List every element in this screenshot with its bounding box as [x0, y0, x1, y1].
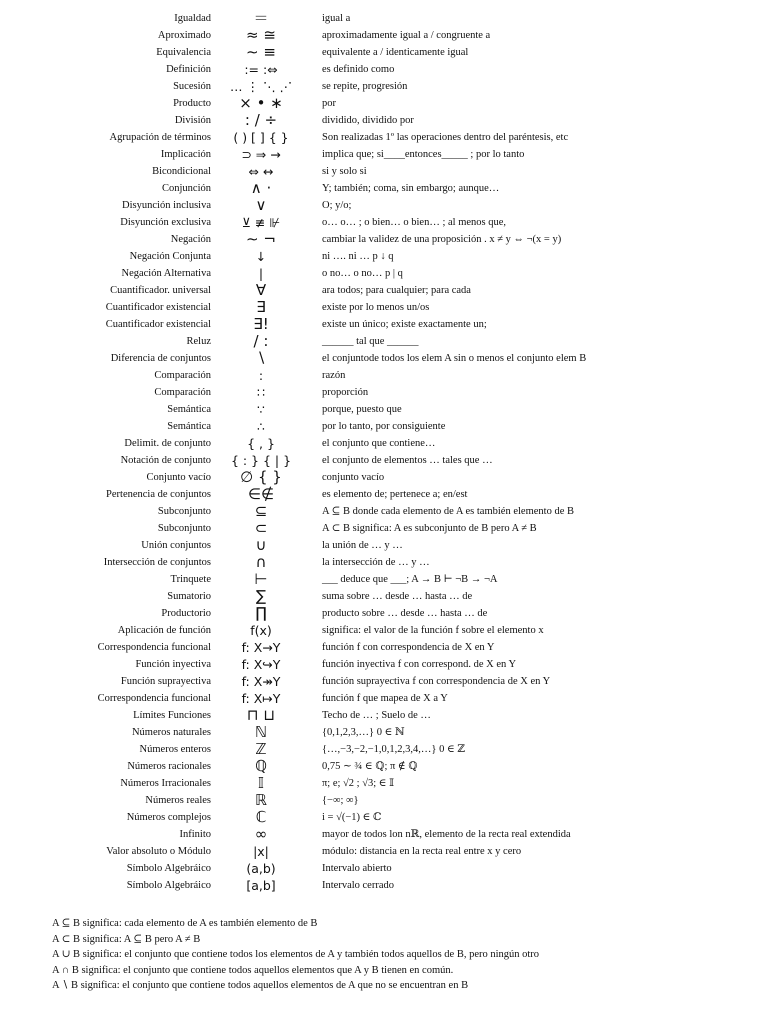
symbol-name: Igualdad: [174, 13, 211, 24]
symbol-name: Semántica: [167, 421, 211, 432]
symbol-row: [0, 469, 768, 486]
symbol-name: Agrupación de términos: [109, 132, 211, 143]
symbol-row: [0, 316, 768, 333]
symbol-row: [0, 384, 768, 401]
symbol-description: Intervalo abierto: [322, 863, 392, 874]
symbol-name: Conjunción: [162, 183, 211, 194]
symbol-name: Símbolo Algebráico: [126, 880, 211, 891]
symbol-row: [0, 129, 768, 146]
note-line: A ∪ B significa: el conjunto que contiene todos los elementos de A y también todos aquellos de B, pero ningún otro: [52, 949, 540, 960]
symbol-description: ara todos; para cualquier; para cada: [322, 285, 471, 296]
symbol-glyph: ℤ: [255, 740, 267, 758]
symbol-description: función f con correspondencia de X en Y: [322, 642, 495, 653]
symbol-glyph: ( ) [ ] { }: [233, 130, 289, 145]
symbol-glyph: ℂ: [255, 808, 267, 826]
symbol-description: 0,75 ∼ ¾ ∈ ℚ; π ∉ ℚ: [322, 761, 418, 772]
symbol-description: la intersección de … y …: [322, 557, 430, 568]
note-line: A ∖ B significa: el conjunto que contiene todos aquellos elementos de A que no se encuentran en B: [52, 980, 469, 991]
symbol-row: [0, 503, 768, 520]
symbol-glyph: : / ÷: [244, 111, 278, 129]
symbol-name: Números racionales: [127, 761, 211, 772]
symbol-row: [0, 826, 768, 843]
symbol-glyph: ∏: [255, 604, 267, 622]
symbol-row: [0, 605, 768, 622]
symbol-row: [0, 418, 768, 435]
symbol-row: [0, 486, 768, 503]
note-line: A ⊆ B significa: cada elemento de A es también elemento de B: [52, 918, 318, 929]
symbol-glyph: ℕ: [254, 723, 267, 741]
symbol-row: [0, 78, 768, 95]
symbol-description: igual a: [322, 13, 351, 24]
symbol-name: Comparación: [154, 370, 211, 381]
symbol-row: [0, 367, 768, 384]
symbol-row: [0, 299, 768, 316]
symbol-description: función f que mapea de X a Y: [322, 693, 448, 704]
symbol-row: [0, 112, 768, 129]
symbol-row: [0, 10, 768, 27]
symbol-name: Definición: [166, 64, 211, 75]
symbol-glyph: 𝕀: [258, 774, 264, 792]
symbol-row: [0, 622, 768, 639]
symbol-description: es definido como: [322, 64, 395, 75]
symbol-description: dividido, dividido por: [322, 115, 414, 126]
symbol-name: Disyunción inclusiva: [122, 200, 211, 211]
symbol-description: el conjunto que contiene…: [322, 438, 436, 449]
symbol-name: Productorio: [161, 608, 211, 619]
symbol-name: Equivalencia: [156, 47, 211, 58]
symbol-description: O; y/o;: [322, 200, 352, 211]
symbol-name: Función suprayectiva: [120, 676, 211, 687]
symbol-name: Sumatorio: [167, 591, 211, 602]
symbol-description: existe un único; existe exactamente un;: [322, 319, 487, 330]
symbol-row: [0, 401, 768, 418]
symbol-glyph: ∼ ≡: [246, 43, 276, 61]
symbol-name: Comparación: [154, 387, 211, 398]
symbol-glyph: ∃: [256, 298, 266, 316]
symbol-description: {0,1,2,3,…} 0 ∈ ℕ: [322, 727, 405, 738]
symbol-name: Números Irracionales: [120, 778, 211, 789]
symbol-description: existe por lo menos un/os: [322, 302, 430, 313]
symbol-description: módulo: distancia en la recta real entre x y cero: [322, 846, 522, 857]
symbol-glyph: ⊆: [254, 502, 268, 520]
symbol-description: implica que; si____entonces_____ ; por lo tanto: [322, 149, 525, 160]
symbol-name: Bicondicional: [152, 166, 211, 177]
symbols-table: [0, 10, 768, 894]
symbol-glyph: { : } { | }: [230, 453, 292, 468]
symbol-name: Correspondencia funcional: [97, 642, 211, 653]
symbol-row: [0, 554, 768, 571]
symbol-description: suma sobre … desde … hasta … de: [322, 591, 473, 602]
symbol-name: Números naturales: [131, 727, 211, 738]
symbol-name: Disyunción exclusiva: [120, 217, 211, 228]
symbol-name: Números enteros: [139, 744, 211, 755]
symbol-glyph: ℝ: [255, 791, 267, 809]
symbol-glyph: ∖: [256, 349, 266, 367]
symbol-glyph: ℚ: [255, 757, 267, 775]
symbol-description: Son realizadas 1º las operaciones dentro del paréntesis, etc: [322, 132, 569, 143]
symbol-glyph: ∼ ¬: [246, 230, 276, 248]
symbol-name: Conjunto vacío: [146, 472, 211, 483]
symbol-glyph: ∨: [255, 196, 267, 214]
symbol-name: Negación: [170, 234, 211, 245]
symbol-description: π; e; √2 ; √3; ∈ 𝕀: [322, 778, 395, 789]
symbol-row: [0, 27, 768, 44]
symbol-row: [0, 95, 768, 112]
symbol-glyph: := :⇔: [244, 62, 278, 77]
symbol-row: [0, 656, 768, 673]
symbol-description: equivalente a / identicamente igual: [322, 47, 469, 58]
symbol-glyph: (a,b): [246, 861, 276, 876]
symbol-name: Números reales: [145, 795, 211, 806]
symbol-name: Subconjunto: [157, 523, 211, 534]
symbol-name: Cuantificador. universal: [110, 285, 211, 296]
note-line: A ∩ B significa: el conjunto que contiene todos aquellos elementos que A y B tienen en común.: [52, 964, 454, 976]
symbol-description: A ⊂ B significa: A es subconjunto de B pero A ≠ B: [322, 523, 537, 534]
symbol-name: Subconjunto: [157, 506, 211, 517]
symbol-description: o no… o no… p | q: [322, 268, 403, 279]
symbol-name: Cuantificador existencial: [105, 302, 211, 313]
symbol-glyph: |: [258, 266, 264, 281]
symbol-row: [0, 248, 768, 265]
symbol-description: producto sobre … desde … hasta … de: [322, 608, 488, 619]
symbol-description: ___ deduce que ___; A → B ⊢ ¬B → ¬A: [322, 574, 498, 585]
symbol-description: cambiar la validez de una proposición . x ≠ y ⇔ ¬(x = y): [322, 234, 562, 245]
symbol-description: la unión de … y …: [322, 540, 403, 551]
symbol-glyph: ＝: [253, 9, 269, 27]
symbol-glyph: f: X↠Y: [241, 674, 281, 689]
symbol-row: [0, 792, 768, 809]
symbol-description: aproximadamente igual a / congruente a: [322, 30, 491, 41]
symbol-glyph: ∪: [255, 536, 267, 554]
symbol-name: Aproximado: [157, 30, 211, 41]
symbol-name: Símbolo Algebráico: [126, 863, 211, 874]
symbol-row: [0, 197, 768, 214]
symbol-name: Trinquete: [170, 574, 211, 585]
symbol-description: Intervalo cerrado: [322, 880, 394, 891]
symbol-name: Negación Conjunta: [129, 251, 211, 262]
symbol-glyph: … ⋮ ⋱ ⋰: [230, 79, 292, 94]
symbol-name: Infinito: [179, 829, 211, 840]
symbol-description: por: [322, 98, 336, 109]
symbol-glyph: ∀: [255, 281, 267, 299]
symbol-name: Unión conjuntos: [141, 540, 211, 551]
symbol-glyph: ⊻ ≢ ⊮: [241, 215, 281, 230]
symbol-description: proporción: [322, 387, 369, 398]
symbol-row: [0, 146, 768, 163]
symbol-name: Notación de conjunto: [120, 455, 211, 466]
symbol-name: Números complejos: [126, 812, 211, 823]
symbol-row: [0, 435, 768, 452]
symbol-name: Semántica: [167, 404, 211, 415]
symbol-description: el conjunto de elementos … tales que …: [322, 455, 493, 466]
symbol-glyph: |x|: [253, 844, 269, 859]
symbol-glyph: ∑: [255, 587, 267, 605]
symbol-row: [0, 843, 768, 860]
symbol-row: [0, 571, 768, 588]
symbol-glyph: ⇔ ↔: [248, 164, 274, 179]
symbol-row: [0, 673, 768, 690]
symbol-glyph: ∵: [257, 402, 265, 417]
symbol-name: Negación Alternativa: [121, 268, 211, 279]
symbol-glyph: ∅ { }: [240, 468, 282, 486]
symbol-row: [0, 163, 768, 180]
symbol-description: i = √(−1) ∈ ℂ: [322, 812, 382, 823]
symbol-description: {…,−3,−2,−1,0,1,2,3,4,…} 0 ∈ ℤ: [322, 744, 466, 755]
symbol-glyph: ≈ ≅: [246, 26, 276, 44]
symbol-row: [0, 333, 768, 350]
symbol-glyph: ∈∉: [247, 485, 275, 503]
symbol-glyph: :: [258, 368, 264, 383]
symbol-glyph: ⊃ ⇒ →: [241, 147, 281, 162]
symbol-glyph: [a,b]: [246, 878, 276, 893]
symbol-description: por lo tanto, por consiguiente: [322, 421, 446, 432]
symbol-glyph: ⊓ ⊔: [246, 706, 276, 724]
symbol-description: porque, puesto que: [322, 404, 402, 415]
symbol-row: [0, 758, 768, 775]
symbol-row: [0, 588, 768, 605]
symbol-glyph: ∃!: [253, 315, 269, 333]
symbol-description: ______ tal que ______: [322, 336, 419, 347]
symbol-description: mayor de todos lon nℝ, elemento de la recta real extendida: [322, 829, 571, 840]
symbol-row: [0, 775, 768, 792]
symbol-glyph: ∷: [257, 385, 265, 400]
symbol-row: [0, 877, 768, 894]
symbol-glyph: ∩: [255, 553, 267, 571]
symbol-description: es elemento de; pertenece a; en/est: [322, 489, 468, 500]
symbol-glyph: f: X↪Y: [241, 657, 281, 672]
symbol-description: A ⊆ B donde cada elemento de A es también elemento de B: [322, 506, 574, 517]
symbol-description: ni …. ni … p ↓ q: [322, 251, 394, 262]
symbol-name: Producto: [173, 98, 211, 109]
symbol-glyph: { , }: [247, 436, 275, 451]
symbol-name: Intersección de conjuntos: [103, 557, 211, 568]
symbol-description: si y solo si: [322, 166, 367, 177]
symbol-name: Pertenencia de conjuntos: [106, 489, 211, 500]
symbol-glyph: f: X→Y: [241, 640, 281, 655]
symbol-description: {−∞; ∞}: [322, 795, 359, 806]
symbol-row: [0, 809, 768, 826]
note-line: A ⊂ B significa: A ⊆ B pero A ≠ B: [52, 933, 201, 945]
symbol-row: [0, 724, 768, 741]
symbol-description: Techo de … ; Suelo de …: [322, 710, 431, 721]
symbol-row: [0, 690, 768, 707]
symbol-row: [0, 180, 768, 197]
symbol-row: [0, 214, 768, 231]
symbol-glyph: ∧ ·: [250, 179, 272, 197]
symbol-row: [0, 282, 768, 299]
symbol-row: [0, 741, 768, 758]
symbol-name: Límites Funciones: [133, 710, 211, 721]
symbol-glyph: × • ∗: [239, 94, 283, 112]
symbol-glyph: ↓: [255, 249, 267, 264]
symbol-row: [0, 452, 768, 469]
symbol-description: el conjuntode todos los elem A sin o menos el conjunto elem B: [322, 353, 587, 364]
symbol-name: Reluz: [186, 336, 211, 347]
symbol-name: Implicación: [160, 149, 211, 160]
symbol-row: [0, 639, 768, 656]
symbol-row: [0, 707, 768, 724]
symbol-row: [0, 61, 768, 78]
symbol-description: significa: el valor de la función f sobre el elemento x: [322, 625, 544, 636]
symbol-description: función suprayectiva f con correspondencia de X en Y: [322, 676, 551, 687]
symbol-name: Sucesión: [173, 81, 211, 92]
symbol-row: [0, 350, 768, 367]
symbol-glyph: f(x): [250, 623, 272, 638]
symbol-glyph: ⊂: [254, 519, 268, 537]
symbol-glyph: f: X↦Y: [241, 691, 281, 706]
symbol-name: Correspondencia funcional: [97, 693, 211, 704]
symbol-description: razón: [322, 370, 346, 381]
symbol-name: Función inyectiva: [135, 659, 211, 670]
symbol-description: se repite, progresión: [322, 81, 408, 92]
symbol-name: Aplicación de función: [117, 625, 211, 636]
symbol-glyph: ∴: [257, 419, 265, 434]
symbol-description: función inyectiva f con correspond. de X en Y: [322, 659, 517, 670]
symbol-glyph: / :: [253, 332, 269, 350]
notes-section: [52, 916, 752, 994]
symbol-name: División: [174, 115, 211, 126]
symbol-row: [0, 860, 768, 877]
symbol-name: Delimit. de conjunto: [124, 438, 211, 449]
symbol-row: [0, 520, 768, 537]
symbol-glyph: ⊢: [254, 570, 268, 588]
symbol-name: Cuantificador existencial: [105, 319, 211, 330]
symbol-row: [0, 44, 768, 61]
symbol-glyph: ∞: [254, 825, 268, 843]
symbol-description: Y; también; coma, sin embargo; aunque…: [322, 183, 500, 194]
symbol-description: o… o… ; o bien… o bien… ; al menos que,: [322, 217, 507, 228]
symbol-name: Diferencia de conjuntos: [110, 353, 211, 364]
symbol-description: conjunto vacío: [322, 472, 385, 483]
symbol-row: [0, 537, 768, 554]
symbol-row: [0, 231, 768, 248]
symbol-row: [0, 265, 768, 282]
symbol-name: Valor absoluto o Módulo: [106, 846, 211, 857]
